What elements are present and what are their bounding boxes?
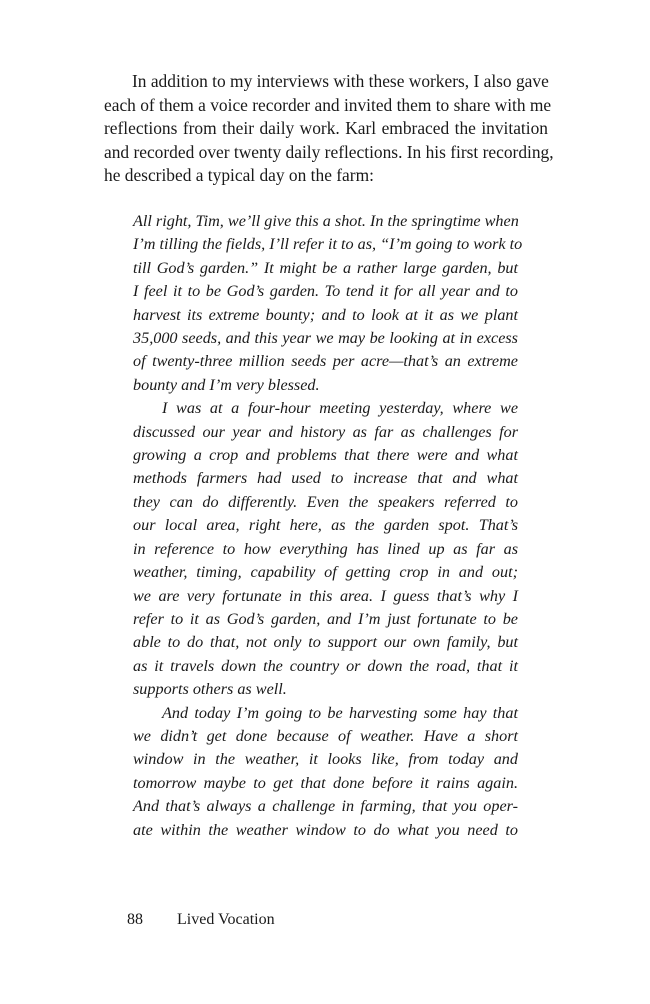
page-number: 88: [127, 911, 143, 928]
quote-line: as it travels down the country or down the road, that it: [133, 656, 518, 675]
quote-line: And that’s always a challenge in farming, that you oper-: [133, 797, 518, 816]
quote-line: bounty and I’m very blessed.: [133, 375, 320, 394]
block-quote: [133, 210, 523, 842]
quote-line: our local area, right here, as the garden spot. That’s: [133, 516, 518, 535]
quote-line: And today I’m going to be harvesting some hay that: [162, 703, 518, 722]
quote-line: All right, Tim, we’ll give this a shot. In the springtime when: [133, 212, 519, 230]
quote-line: I’m tilling the fields, I’ll refer it to as, “I’m going to work to: [133, 235, 523, 254]
quote-line: we are very fortunate in this area. I guess that’s why I: [133, 586, 518, 605]
quote-line: methods farmers had used to increase that and what: [133, 469, 518, 488]
quote-line: they can do differently. Even the speakers referred to: [133, 492, 518, 511]
intro-line: he described a typical day on the farm:: [104, 165, 374, 185]
quote-line: of twenty-three million seeds per acre—that’s an extreme: [133, 352, 518, 371]
quote-line: 35,000 seeds, and this year we may be looking at in excess: [133, 329, 518, 348]
quote-line: in reference to how everything has lined up as far as: [133, 539, 518, 558]
quote-line: I feel it to be God’s garden. To tend it for all year and to: [133, 282, 518, 301]
quote-line: supports others as well.: [133, 680, 287, 699]
quote-line: I was at a four-hour meeting yesterday, where we: [162, 399, 518, 418]
quote-line: able to do that, not only to support our own family, but: [133, 633, 518, 652]
intro-line: each of them a voice recorder and invited them to share with me: [104, 94, 552, 115]
quote-line: ate within the weather window to do what you need to: [133, 820, 518, 839]
quote-line: discussed our year and history as far as challenges for: [133, 422, 518, 441]
intro-line: reflections from their daily work. Karl embraced the invitation: [104, 118, 548, 138]
intro-line: In addition to my interviews with these workers, I also gave: [132, 71, 549, 91]
quote-line: till God’s garden.” It might be a rather large garden, but: [133, 258, 518, 277]
quote-line: weather, timing, capability of getting crop in and out;: [133, 563, 518, 582]
running-title: Lived Vocation: [177, 911, 275, 928]
quote-line: refer to it as God’s garden, and I’m just fortunate to be: [133, 609, 518, 628]
quote-line: we didn’t get done because of weather. Have a short: [133, 726, 518, 745]
quote-line: harvest its extreme bounty; and to look at it as we plant: [133, 305, 518, 324]
intro-paragraph: [104, 70, 554, 188]
quote-line: window in the weather, it looks like, from today and: [133, 750, 518, 769]
quote-line: tomorrow maybe to get that done before it rains again.: [133, 773, 518, 792]
intro-line: and recorded over twenty daily reflections. In his first recording,: [104, 141, 554, 162]
quote-line: growing a crop and problems that there were and what: [133, 446, 518, 465]
